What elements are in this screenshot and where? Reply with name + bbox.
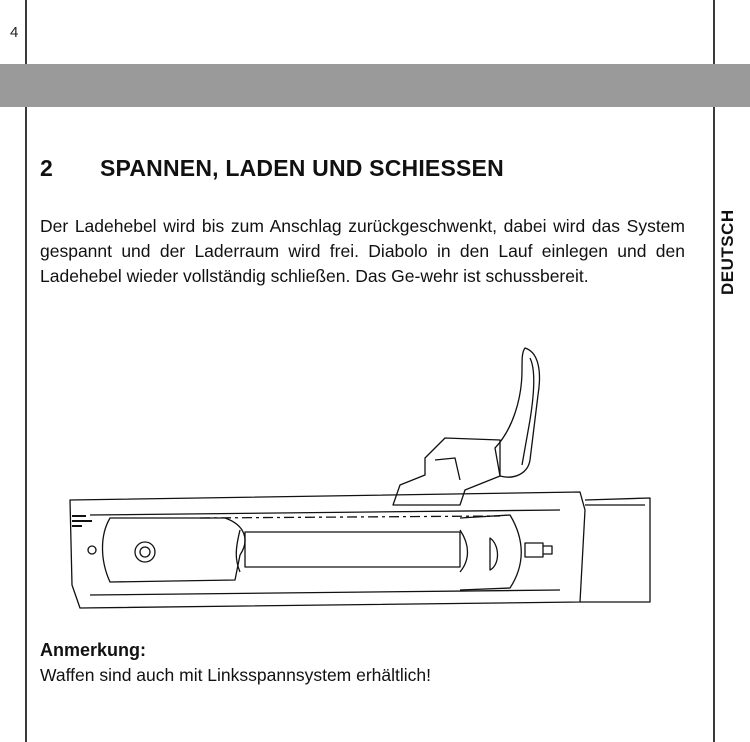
loading-lever-illustration <box>60 340 660 620</box>
section-title: SPANNEN, LADEN UND SCHIESSEN <box>100 155 504 181</box>
barrel-end <box>580 498 650 602</box>
language-side-tab: DEUTSCH <box>718 209 737 295</box>
section-number: 2 <box>40 155 53 181</box>
loading-port <box>245 532 460 567</box>
lever-handle-inner <box>522 358 534 465</box>
rear-housing <box>103 518 246 582</box>
header-band <box>0 64 750 107</box>
body-paragraph: Der Ladehebel wird bis zum Anschlag zurückgeschwenkt, dabei wird das System gespannt und der Laderraum wird frei. Diabolo in den Lauf einlegen und den Ladehebel wieder vollständig schließen. Das Ge-wehr ist schussbereit. <box>40 216 685 286</box>
right-margin-rule <box>713 0 715 742</box>
page-number: 4 <box>10 24 19 41</box>
note-heading: Anmerkung: <box>40 640 147 660</box>
section-heading <box>40 155 504 182</box>
note-text: Waffen sind auch mit Linksspannsystem erhältlich! <box>40 665 432 685</box>
left-margin-rule <box>25 0 27 742</box>
cocking-screw <box>135 542 155 562</box>
